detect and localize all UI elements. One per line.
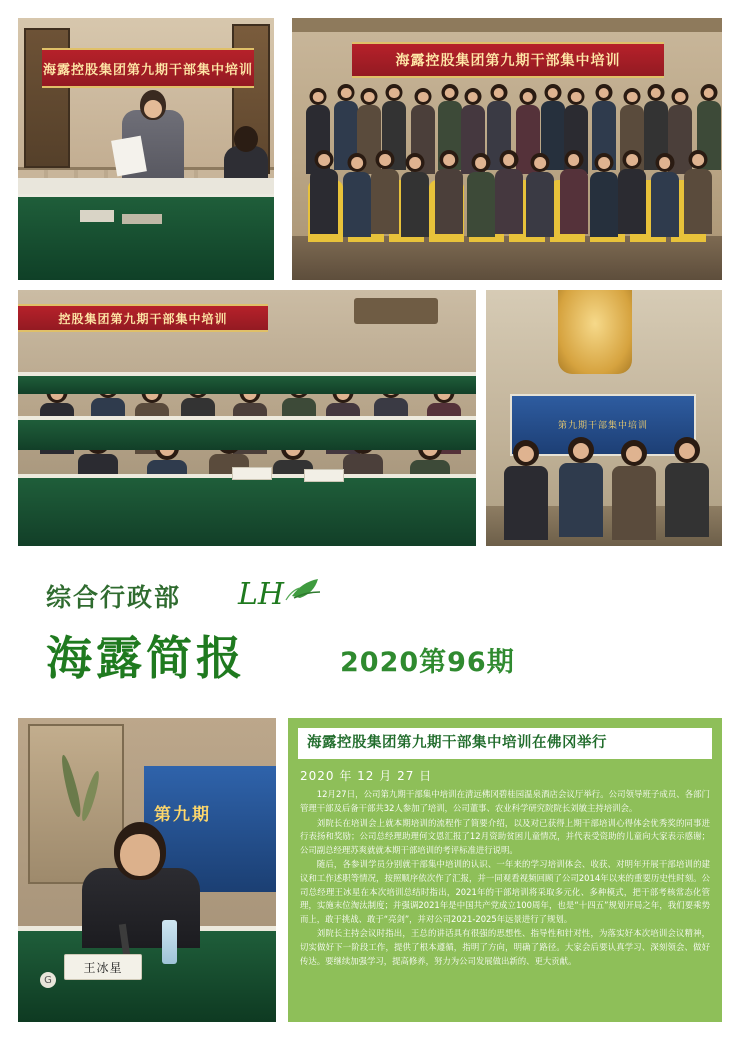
photo1-speaker-face [144,100,162,118]
person-silhouette [560,150,588,234]
photo1-table-runner [18,178,274,194]
person-silhouette [467,153,495,237]
photo2-floor [292,236,722,280]
article-paragraph: 刘院长主持会议时指出，王总的讲话具有很强的思想性、指导性和针对性，为落实好本次培训会议精神，切实做好下一阶段工作，提供了根本遵循，指明了方向，明确了路径。大家会后要认真学习、深刻领会、做好传达。要继续加强学习，提高修养，努力为公司发展做出新的、更大贡献。 [300,928,710,966]
article-title: 海露控股集团第九期干部集中培训在佛冈举行 [307,735,607,751]
svg-text:LH: LH [238,577,285,612]
photo1-speech-paper [111,136,147,177]
person-silhouette [310,150,338,234]
photo5-leaf-1 [58,754,83,819]
photo3-nameplate-2 [304,469,344,482]
article-paragraph: 12月27日，公司第九期干部集中培训在清远佛冈碧桂园温泉酒店会议厅举行。公司领导班子成员、各部门管理干部及后备干部共32人参加了培训，公司董事、农业科学研究院院长刘敏主持培训会。 [300,789,710,813]
person-silhouette [504,440,548,540]
person-silhouette [559,437,603,537]
person-silhouette [618,150,646,234]
issue-number: 2020第96期 [340,647,515,678]
photo5-badge-icon: G [40,972,56,988]
person-silhouette [665,437,709,537]
article-paragraph: 随后，各参训学员分别就干部集中培训的认识、一年来的学习培训体会、收获、对明年开展干部培训的建议和工作述职等情况，按照顺序依次作了汇报，并一同观看视频回顾了公司2014年以来的重要历史性时刻。公司总经理王冰星在本次培训总结时指出，2021年的干部培训将采取多元化、多种模式，把干部考核常态化管理，实施末位淘汰制度；并强调2021年是中国共产党成立100周年，也是“十四五”规划开局之年，我们要乘势而上，敢于挑战、敢于“亮剑”，并对公司2021-2025年远景进行了规划。 [300,859,710,924]
photo5-speaker-face [120,834,160,876]
photo1-banner: 海露控股集团第九期干部集中培训 [42,48,254,88]
masthead [40,570,700,700]
person-silhouette [612,440,656,540]
photo5-speaker-body [82,868,200,948]
photo-speaker-at-conference-table [18,18,274,280]
photo3-ceiling-lamp [354,298,438,324]
department-name: 综合行政部 [46,583,182,612]
person-silhouette [684,150,712,234]
photo5-nameplate [64,954,142,980]
photo5-art-panel [28,724,124,884]
person-silhouette [343,153,371,237]
article-title-bar [298,728,712,759]
article-paragraph: 刘院长在培训会上就本期培训的流程作了简要介绍，以及对已获得上期干部培训心得体会优秀奖的同事进行表扬和奖励；公司总经理助理何文恩汇报了12月资助贫困儿童情况，并代表受资助的儿童向大家表示感谢；公司副总经理苏爽就就本期干部培训的考评标准进行说明。 [300,817,710,855]
person-silhouette [435,150,463,234]
person-silhouette [371,150,399,234]
lh-logo-icon [236,570,332,614]
person-silhouette [526,153,554,237]
page-title: 海露简报 [46,631,246,685]
photo3-desk-row-back [18,372,476,394]
photo3-banner: 控股集团第九期干部集中培训 [18,304,268,332]
photo1-book-left [80,210,114,222]
person-silhouette [651,153,679,237]
photo3-desk-row-middle [18,416,476,450]
article-date: 2020 年 12 月 27 日 [300,769,433,784]
photo5-water-bottle [162,920,177,964]
photo4-pendant-lamp [558,290,632,374]
photo3-nameplate-1 [232,467,272,480]
person-silhouette [495,150,523,234]
photo5-screen-text: 第九期 [154,805,211,825]
article-panel [288,718,722,1022]
photo2-banner: 海露控股集团第九期干部集中培训 [352,42,664,78]
photo4-screen-text: 第九期干部集中培训 [557,421,648,431]
photo1-green-table [18,194,274,280]
photo3-desk-row-front [18,474,476,546]
photo-classroom [18,290,476,546]
photo-award-presentation [486,290,722,546]
person-silhouette [590,153,618,237]
photo1-seated-person-head [234,126,258,152]
photo5-leaf-2 [79,770,102,822]
person-silhouette [401,153,429,237]
article-body [300,788,710,968]
photo1-book-right [122,214,162,224]
photo-speaker-portrait [18,718,276,1022]
photo5-nameplate-text: 王冰星 [83,960,123,975]
photo2-ceiling-trim [292,18,722,32]
photo-group [292,18,722,280]
